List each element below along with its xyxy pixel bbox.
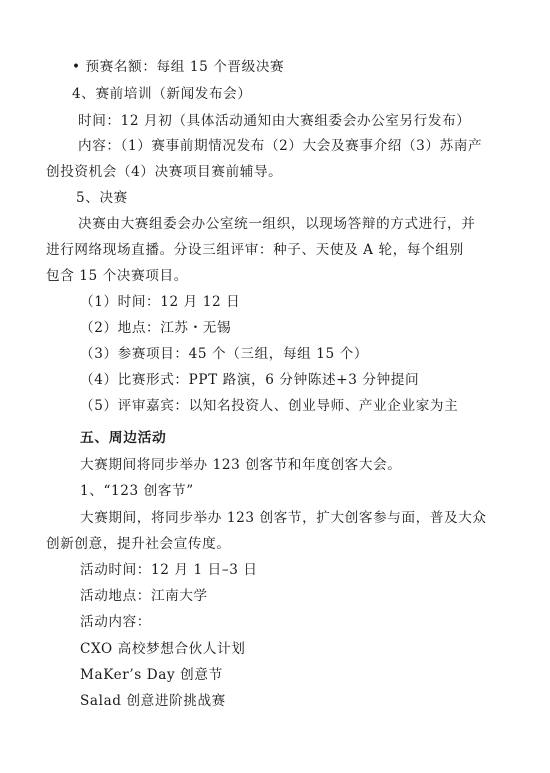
activity-content-label: 活动内容： [80, 614, 151, 630]
maker-festival-heading: 1、“123 创客节” [80, 483, 194, 499]
activity-time-line: 活动时间：12 月 1 日–3 日 [80, 562, 258, 578]
training-content-line-1: 内容：（1）赛事前期情况发布（2）大会及赛事介绍（3）苏南产 [78, 138, 483, 154]
final-time-line: （1）时间：12 月 12 日 [80, 294, 241, 310]
activity-item-cxo: CXO 高校梦想合伙人计划 [80, 641, 246, 657]
training-time-line: 时间：12 月初（具体活动通知由大赛组委会办公室另行发布） [78, 113, 471, 129]
activity-location-line: 活动地点：江南大学 [80, 588, 208, 604]
section-five-heading: 五、周边活动 [80, 430, 167, 446]
maker-festival-desc-line-2: 创新创意，提升社会宣传度。 [46, 536, 231, 552]
final-projects-line: （3）参赛项目：45 个（三组，每组 15 个） [80, 346, 369, 362]
final-desc-line-2: 进行网络现场直播。分设三组评审：种子、天使及 A 轮，每个组别 [46, 242, 464, 258]
training-content-line-2: 创投资机会（4）决赛项目赛前辅导。 [46, 164, 283, 180]
section-4-heading: 4、赛前培训（新闻发布会） [72, 86, 252, 102]
final-location-line: （2）地点：江苏・无锡 [80, 320, 232, 336]
maker-festival-desc-line-1: 大赛期间，将同步举办 123 创客节，扩大创客参与面，普及大众 [80, 510, 487, 526]
prelim-quota-line: • 预赛名额：每组 15 个晋级决赛 [72, 59, 285, 75]
activity-item-salad: Salad 创意进阶挑战赛 [80, 693, 226, 709]
final-format-line: （4）比赛形式：PPT 路演，6 分钟陈述+3 分钟提问 [80, 372, 420, 388]
side-events-intro-line: 大赛期间将同步举办 123 创客节和年度创客大会。 [80, 457, 402, 473]
section-5-heading: 5、决赛 [76, 190, 128, 206]
final-desc-line-1: 决赛由大赛组委会办公室统一组织，以现场答辩的方式进行，并 [78, 216, 476, 232]
final-judges-line: （5）评审嘉宾：以知名投资人、创业导师、产业企业家为主 [80, 398, 459, 414]
final-desc-line-3: 包含 15 个决赛项目。 [46, 268, 188, 284]
activity-item-makers-day: MaKer’s Day 创意节 [80, 667, 223, 683]
